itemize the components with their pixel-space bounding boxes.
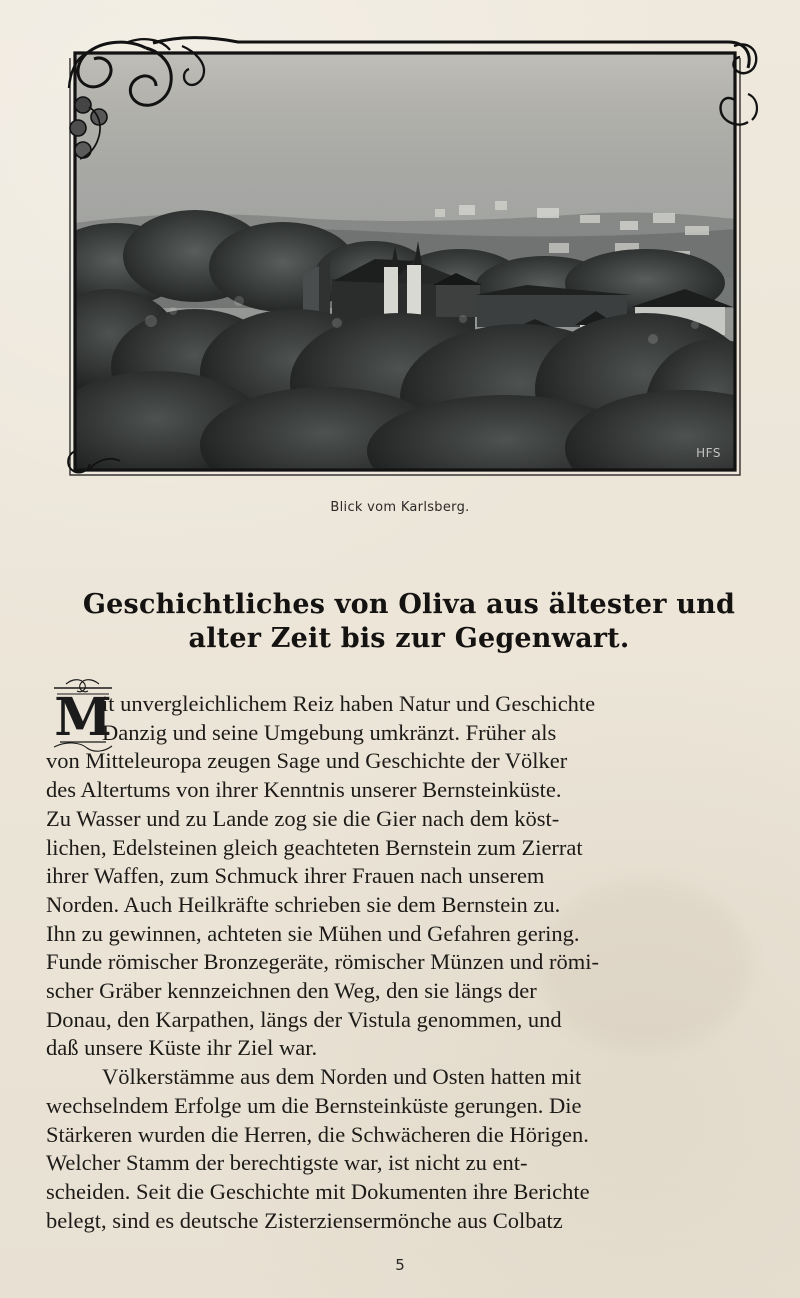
- text-line: [46, 920, 770, 949]
- text-line: [46, 1034, 770, 1063]
- text-line: [46, 805, 770, 834]
- text-line-content: Stärkeren wurden die Herren, die Schwächeren die Hörigen.: [46, 1121, 589, 1147]
- article-title-line: Geschichtliches von Oliva aus ältester und: [82, 589, 736, 620]
- text-line-content: des Altertums von ihrer Kenntnis unserer Bernsteinküste.: [46, 777, 562, 803]
- article-title: [34, 588, 784, 656]
- text-line: [46, 977, 770, 1006]
- text-line: [46, 1121, 770, 1150]
- text-line-content: Danzig und seine Umgebung umkränzt. Früher als: [102, 719, 557, 745]
- text-line-content: lichen, Edelsteinen gleich geachteten Bernstein zum Zierrat: [46, 834, 583, 860]
- text-line-content: Welcher Stamm der berechtigste war, ist nicht zu ent-: [46, 1150, 528, 1176]
- article-body: [46, 690, 770, 1235]
- text-line-content: ihrer Waffen, zum Schmuck ihrer Frauen nach unserem: [46, 863, 545, 889]
- text-line-content: it unvergleichlichem Reiz haben Natur und Geschichte: [102, 691, 596, 716]
- text-line-content: belegt, sind es deutsche Zisterziensermönche aus Colbatz: [46, 1207, 563, 1233]
- text-line-content: Norden. Auch Heilkräfte schrieben sie dem Bernstein zu.: [46, 891, 561, 917]
- text-line: [46, 747, 770, 776]
- text-line: [46, 1149, 770, 1178]
- text-line-content: Funde römischer Bronzegeräte, römischer Münzen und römi-: [46, 949, 599, 975]
- text-line-content: scheiden. Seit die Geschichte mit Dokumenten ihre Berichte: [46, 1178, 590, 1204]
- text-line-content: Zu Wasser und zu Lande zog sie die Gier nach dem köst-: [46, 805, 560, 831]
- text-line: [46, 1207, 770, 1236]
- image-caption: Blick vom Karlsberg.: [330, 500, 470, 515]
- ornate-frame-icon: [58, 24, 758, 486]
- text-line: [46, 948, 770, 977]
- page-number: 5: [395, 1256, 405, 1274]
- text-line: [46, 1092, 770, 1121]
- text-line-content: Völkerstämme aus dem Norden und Osten hatten mit: [102, 1064, 582, 1090]
- text-line: [46, 1178, 770, 1207]
- illustration-block: [58, 24, 758, 486]
- text-line: [46, 891, 770, 920]
- text-line: [46, 834, 770, 863]
- text-line-content: scher Gräber kennzeichnen den Weg, den sie längs der: [46, 978, 537, 1004]
- drop-cap-letter: M: [54, 687, 112, 748]
- text-line-content: Donau, den Karpathen, längs der Vistula genommen, und: [46, 1006, 562, 1032]
- text-line: [46, 776, 770, 805]
- illustrator-monogram: HFS: [696, 446, 721, 460]
- text-line-content: von Mitteleuropa zeugen Sage und Geschichte der Völker: [46, 748, 568, 774]
- text-line: [46, 690, 770, 719]
- text-line: [46, 1006, 770, 1035]
- text-line-content: daß unsere Küste ihr Ziel war.: [46, 1035, 318, 1061]
- text-line: [46, 719, 770, 748]
- text-line-content: Ihn zu gewinnen, achteten sie Mühen und Gefahren gering.: [46, 920, 580, 946]
- text-line: [46, 1063, 770, 1092]
- article-title-line: alter Zeit bis zur Gegenwart.: [188, 623, 630, 654]
- text-line: [46, 862, 770, 891]
- text-line-content: wechselndem Erfolge um die Bernsteinküste gerungen. Die: [46, 1092, 582, 1118]
